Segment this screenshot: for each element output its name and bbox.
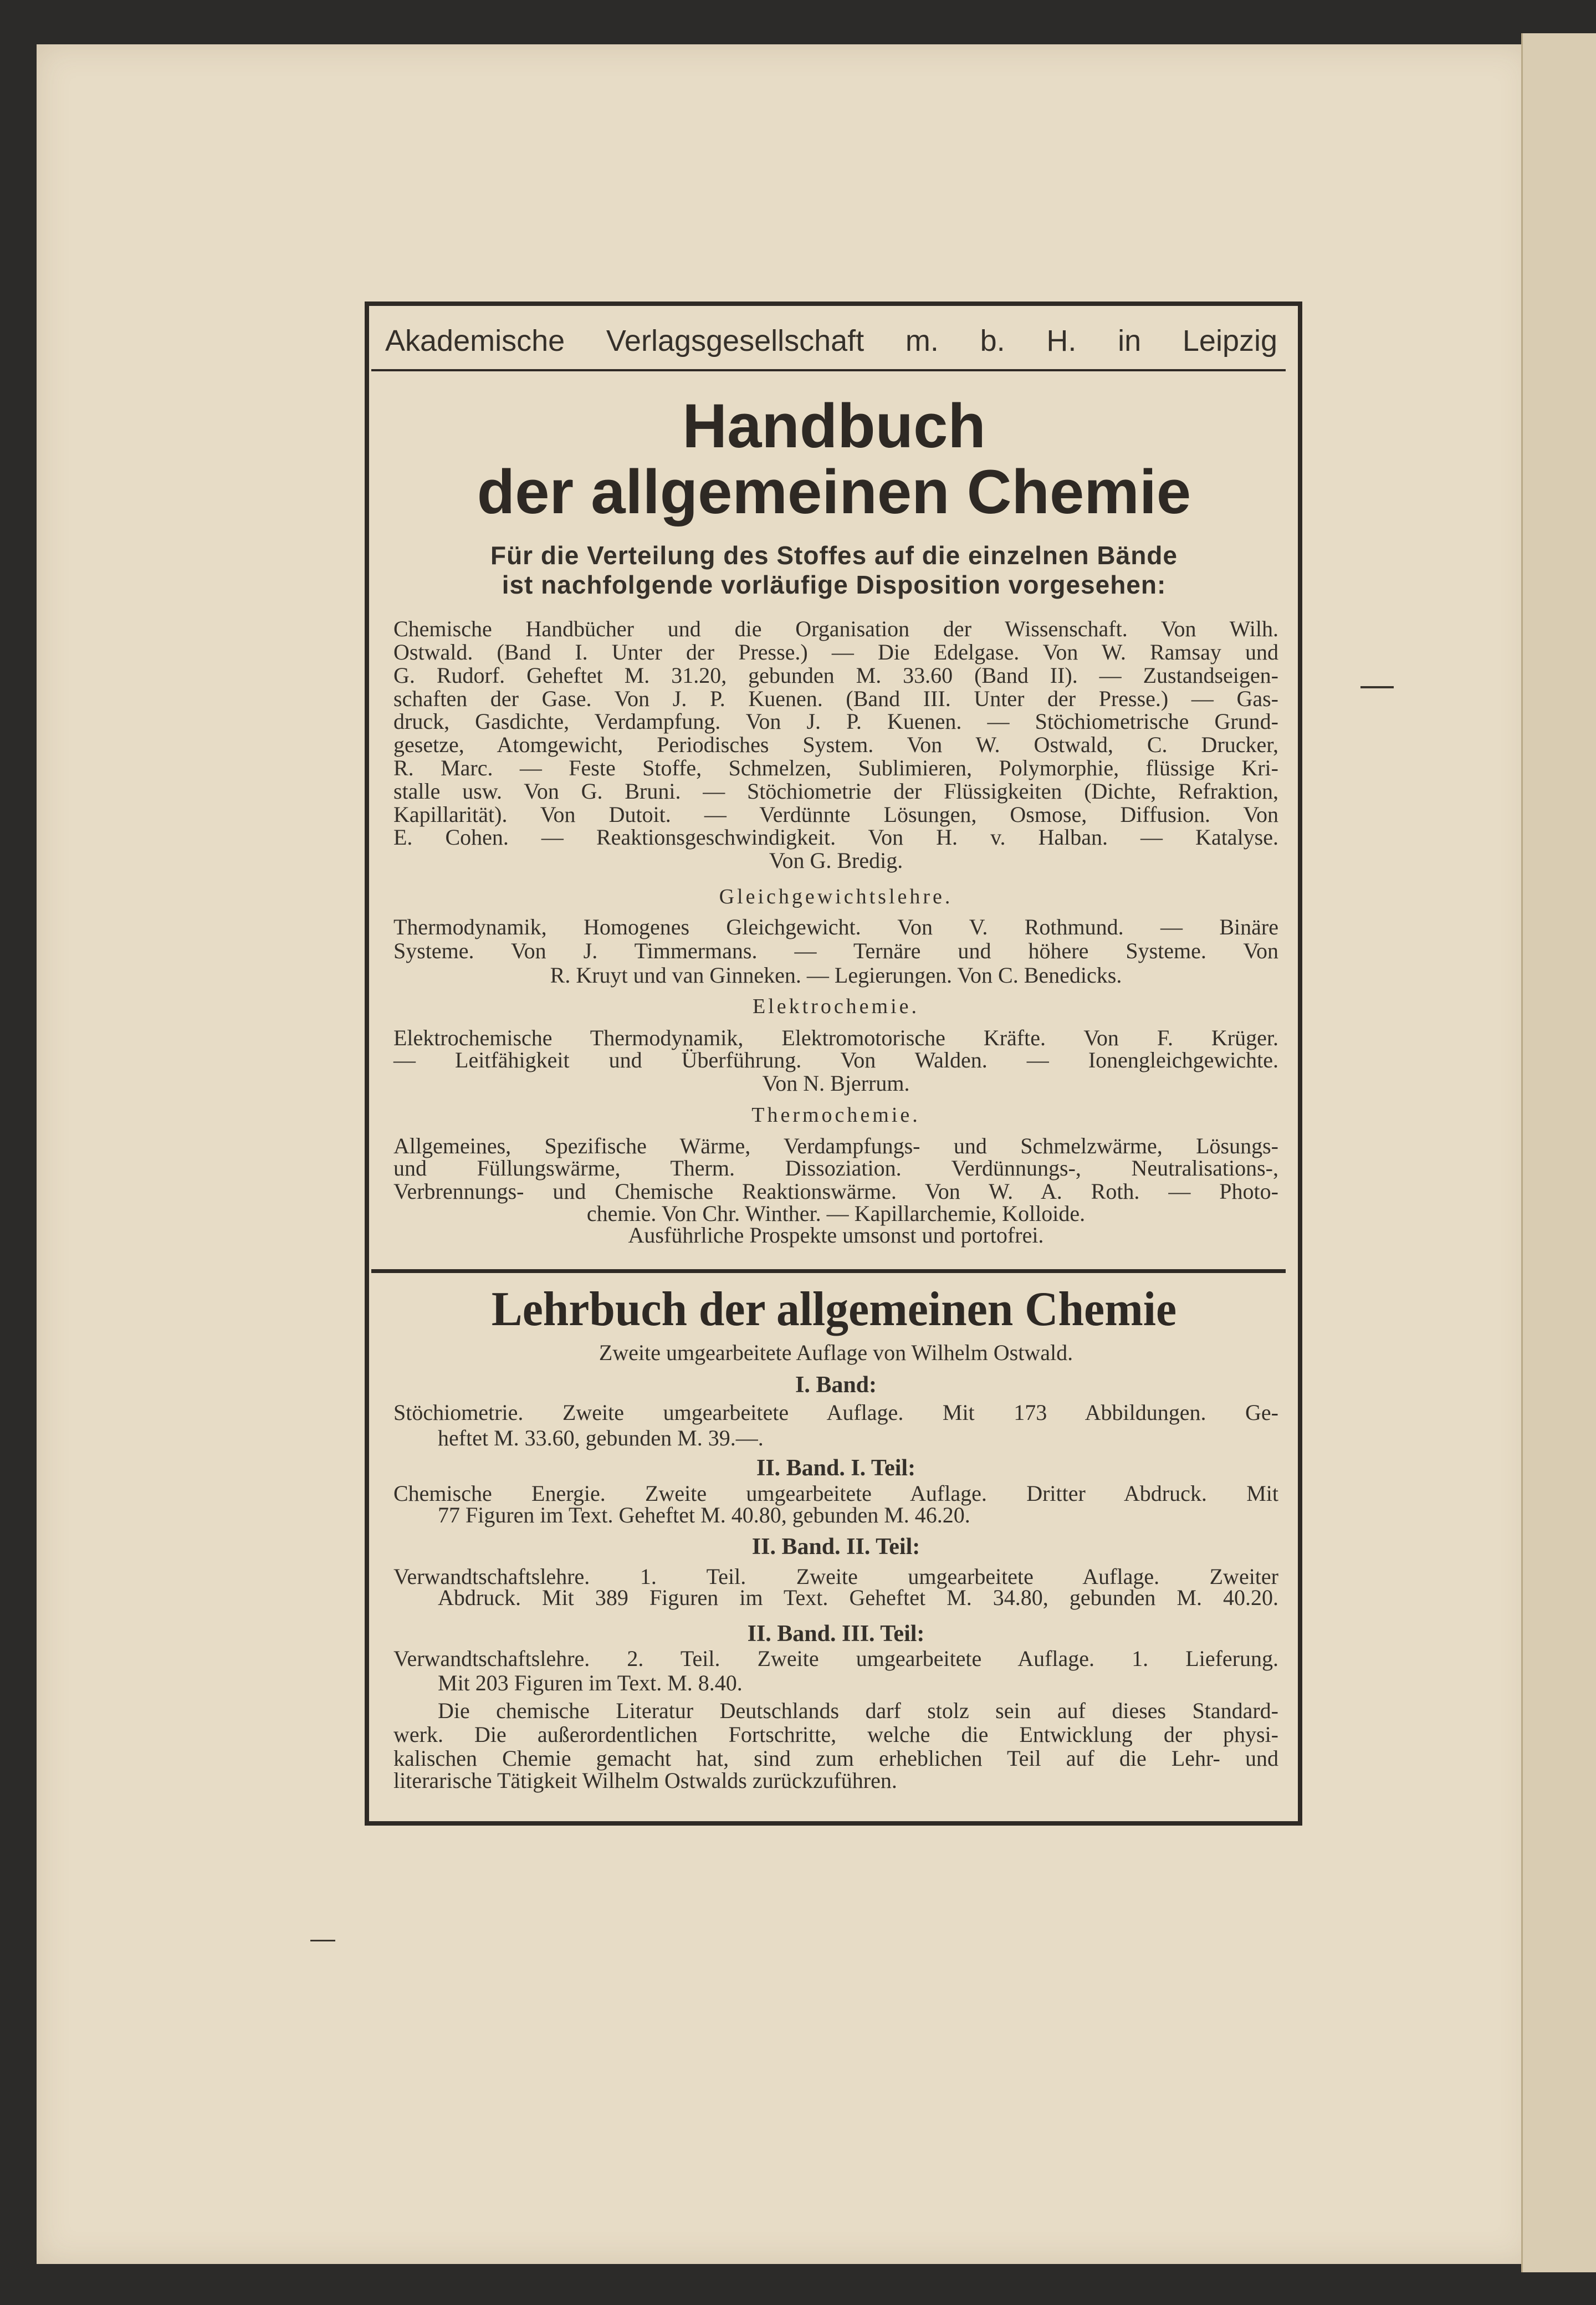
margin-mark <box>310 1940 335 1941</box>
handbuch-para-line: Von N. Bjerrum. <box>762 1071 910 1096</box>
section-heading: Elektrochemie. <box>752 995 920 1018</box>
band-heading: I. Band: <box>795 1372 877 1398</box>
header-rule <box>371 369 1286 371</box>
handbuch-intro-line: Für die Verteilung des Stoffes auf die einzelnen Bände <box>490 541 1178 570</box>
band-heading: II. Band. III. Teil: <box>747 1621 925 1647</box>
band-heading: II. Band. I. Teil: <box>756 1455 916 1481</box>
handbuch-para-line: Elektrochemische Thermodynamik, Elektromotorische Kräfte. Von F. Krüger. <box>393 1025 1278 1050</box>
closing-line: kalischen Chemie gemacht hat, sind zum erheblichen Teil auf die Lehr- und <box>393 1746 1278 1771</box>
handbuch-para-line: stalle usw. Von G. Bruni. — Stöchiometrie der Flüssigkeiten (Dichte, Refraktion, <box>393 779 1278 804</box>
handbuch-para-line: Systeme. Von J. Timmermans. — Ternäre und höhere Systeme. Von <box>393 938 1278 963</box>
handbuch-para-line: Verbrennungs- und Chemische Reaktionswärme. Von W. A. Roth. — Photo- <box>393 1179 1278 1204</box>
publisher-header: Akademische Verlagsgesellschaft m. b. H. in Leipzig <box>385 324 1277 357</box>
handbuch-para-line: Ausführliche Prospekte umsonst und portofrei. <box>628 1223 1044 1248</box>
handbuch-para-line: Chemische Handbücher und die Organisation der Wissenschaft. Von Wilh. <box>393 616 1278 641</box>
handbuch-para-line: G. Rudorf. Geheftet M. 31.20, gebunden M. 33.60 (Band II). — Zustandseigen- <box>393 663 1278 688</box>
band-line: Abdruck. Mit 389 Figuren im Text. Geheftet M. 34.80, gebunden M. 40.20. <box>438 1585 1278 1610</box>
lehrbuch-subtitle: Zweite umgearbeitete Auflage von Wilhelm Ostwald. <box>598 1340 1073 1365</box>
margin-mark <box>1360 686 1394 688</box>
handbuch-para-line: E. Cohen. — Reaktionsgeschwindigkeit. Von H. v. Halban. — Katalyse. <box>393 825 1278 850</box>
band-line: Verwandtschaftslehre. 2. Teil. Zweite umgearbeitete Auflage. 1. Lieferung. <box>393 1646 1278 1671</box>
band-line: Stöchiometrie. Zweite umgearbeitete Auflage. Mit 173 Abbildungen. Ge- <box>393 1400 1278 1425</box>
band-line: Chemische Energie. Zweite umgearbeitete Auflage. Dritter Abdruck. Mit <box>393 1481 1278 1506</box>
section-divider <box>371 1269 1286 1273</box>
handbuch-title-line2: der allgemeinen Chemie <box>477 457 1191 527</box>
lehrbuch-title: Lehrbuch der allgemeinen Chemie <box>491 1282 1177 1336</box>
handbuch-para-line: chemie. Von Chr. Winther. — Kapillarchemie, Kolloide. <box>586 1201 1086 1226</box>
handbuch-title: Handbuch <box>682 391 986 461</box>
adjacent-page-edge <box>1521 33 1596 2272</box>
closing-line: werk. Die außerordentlichen Fortschritte, welche die Entwicklung der physi- <box>393 1722 1278 1747</box>
handbuch-para-line: R. Kruyt und van Ginneken. — Legierungen. Von C. Benedicks. <box>550 963 1122 988</box>
band-heading: II. Band. II. Teil: <box>751 1534 920 1560</box>
handbuch-para-line: Ostwald. (Band I. Unter der Presse.) — Die Edelgase. Von W. Ramsay und <box>393 640 1278 665</box>
closing-line: literarische Tätigkeit Wilhelm Ostwalds zurückzuführen. <box>393 1768 897 1793</box>
band-line: 77 Figuren im Text. Geheftet M. 40.80, gebunden M. 46.20. <box>438 1502 970 1527</box>
handbuch-para-line: — Leitfähigkeit und Überführung. Von Walden. — Ionengleichgewichte. <box>393 1047 1278 1072</box>
handbuch-intro-line: ist nachfolgende vorläufige Disposition vorgesehen: <box>502 570 1167 599</box>
handbuch-para-line: gesetze, Atomgewicht, Periodisches System. Von W. Ostwald, C. Drucker, <box>393 732 1278 757</box>
handbuch-para-line: Kapillarität). Von Dutoit. — Verdünnte Lösungen, Osmose, Diffusion. Von <box>393 802 1278 827</box>
section-heading: Gleichgewichtslehre. <box>719 885 953 908</box>
handbuch-para-line: Thermodynamik, Homogenes Gleichgewicht. Von V. Rothmund. — Binäre <box>393 914 1278 939</box>
handbuch-para-line: Allgemeines, Spezifische Wärme, Verdampfungs- und Schmelzwärme, Lösungs- <box>393 1133 1278 1158</box>
handbuch-para-line: druck, Gasdichte, Verdampfung. Von J. P. Kuenen. — Stöchiometrische Grund- <box>393 709 1278 734</box>
section-heading: Thermochemie. <box>751 1103 920 1127</box>
band-line: heftet M. 33.60, gebunden M. 39.—. <box>438 1425 764 1450</box>
handbuch-para-line: und Füllungswärme, Therm. Dissoziation. Verdünnungs-, Neutralisations-, <box>393 1156 1278 1180</box>
handbuch-para-line: R. Marc. — Feste Stoffe, Schmelzen, Sublimieren, Polymorphie, flüssige Kri- <box>393 755 1278 780</box>
handbuch-para-line: schaften der Gase. Von J. P. Kuenen. (Band III. Unter der Presse.) — Gas- <box>393 686 1278 711</box>
band-line: Verwandtschaftslehre. 1. Teil. Zweite umgearbeitete Auflage. Zweiter <box>393 1564 1278 1589</box>
band-line: Mit 203 Figuren im Text. M. 8.40. <box>438 1670 743 1695</box>
closing-line: Die chemische Literatur Deutschlands darf stolz sein auf dieses Standard- <box>438 1698 1278 1723</box>
handbuch-para-line: Von G. Bredig. <box>769 848 903 873</box>
